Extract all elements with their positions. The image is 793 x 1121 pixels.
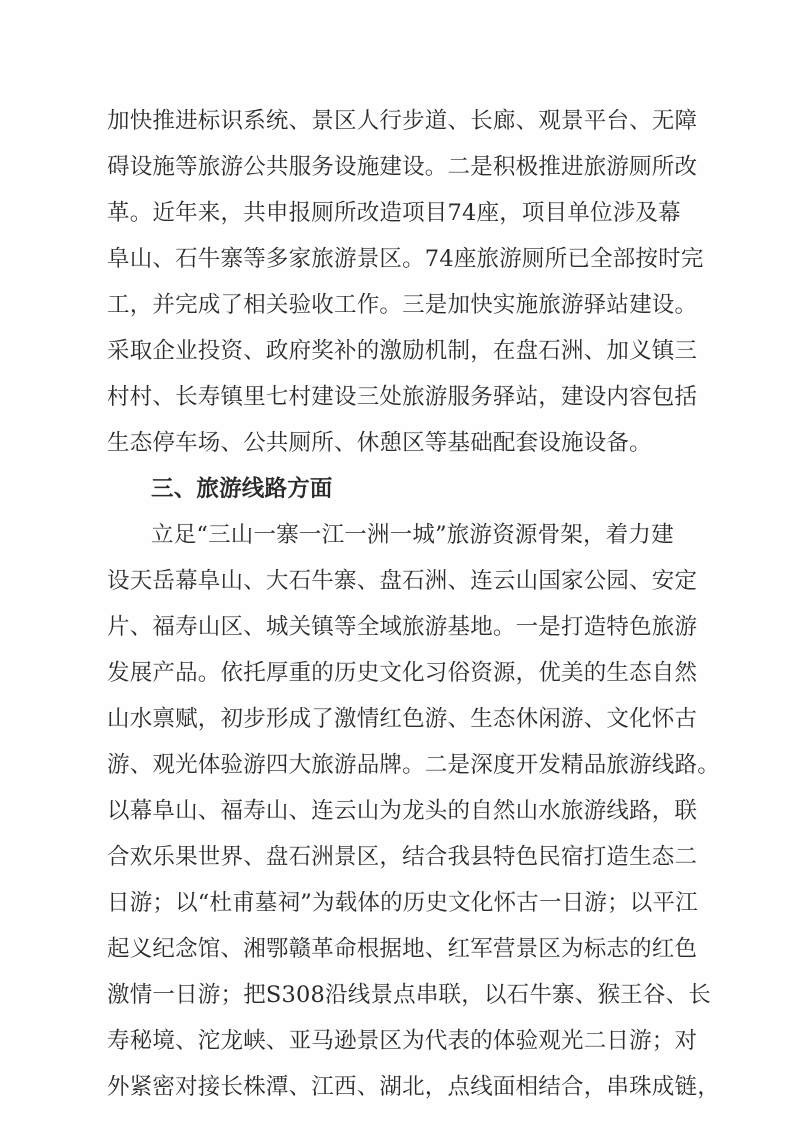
paragraph-first-line: 立足“三山一寨一江一洲一城”旅游资源骨架，着力建 (151, 522, 674, 548)
text-line: 革。近年来，共申报厕所改造项目74座，项目单位涉及幕 (107, 200, 681, 226)
text-line: 加快推进标识系统、景区人行步道、长廊、观景平台、无障 (107, 108, 698, 134)
text-line: 激情一日游；把S308沿线景点串联，以石牛寨、猴王谷、长 (107, 982, 711, 1008)
text-line: 村村、长寿镇里七村建设三处旅游服务驿站，建设内容包括 (107, 384, 698, 410)
text-line: 阜山、石牛寨等多家旅游景区。74座旅游厕所已全部按时完 (107, 246, 704, 272)
text-line: 山水禀赋，初步形成了激情红色游、生态休闲游、文化怀古 (107, 706, 698, 732)
text-line: 片、福寿山区、城关镇等全域旅游基地。一是打造特色旅游 (107, 614, 698, 640)
text-line: 合欢乐果世界、盘石洲景区，结合我县特色民宿打造生态二 (107, 844, 698, 870)
text-line: 工，并完成了相关验收工作。三是加快实施旅游驿站建设。 (107, 292, 698, 318)
text-line: 以幕阜山、福寿山、连云山为龙头的自然山水旅游线路，联 (107, 798, 698, 824)
text-line: 游、观光体验游四大旅游品牌。二是深度开发精品旅游线路。 (107, 752, 720, 778)
text-line: 发展产品。依托厚重的历史文化习俗资源，优美的生态自然 (107, 660, 698, 686)
text-line: 碍设施等旅游公共服务设施建设。二是积极推进旅游厕所改 (107, 154, 698, 180)
text-line: 生态停车场、公共厕所、休憩区等基础配套设施设备。 (107, 430, 652, 456)
text-line: 采取企业投资、政府奖补的激励机制，在盘石洲、加义镇三 (107, 338, 698, 364)
text-line: 设天岳幕阜山、大石牛寨、盘石洲、连云山国家公园、安定 (107, 568, 698, 594)
text-line: 外紧密对接长株潭、江西、湖北，点线面相结合，串珠成链， (107, 1074, 720, 1100)
text-line: 日游；以“杜甫墓祠”为载体的历史文化怀古一日游；以平江 (107, 890, 698, 916)
section-heading: 三、旅游线路方面 (151, 476, 333, 502)
text-line: 寿秘境、沱龙峡、亚马逊景区为代表的体验观光二日游；对 (107, 1028, 698, 1054)
body-text (107, 98, 720, 1110)
text-line: 起义纪念馆、湘鄂赣革命根据地、红军营景区为标志的红色 (107, 936, 698, 962)
